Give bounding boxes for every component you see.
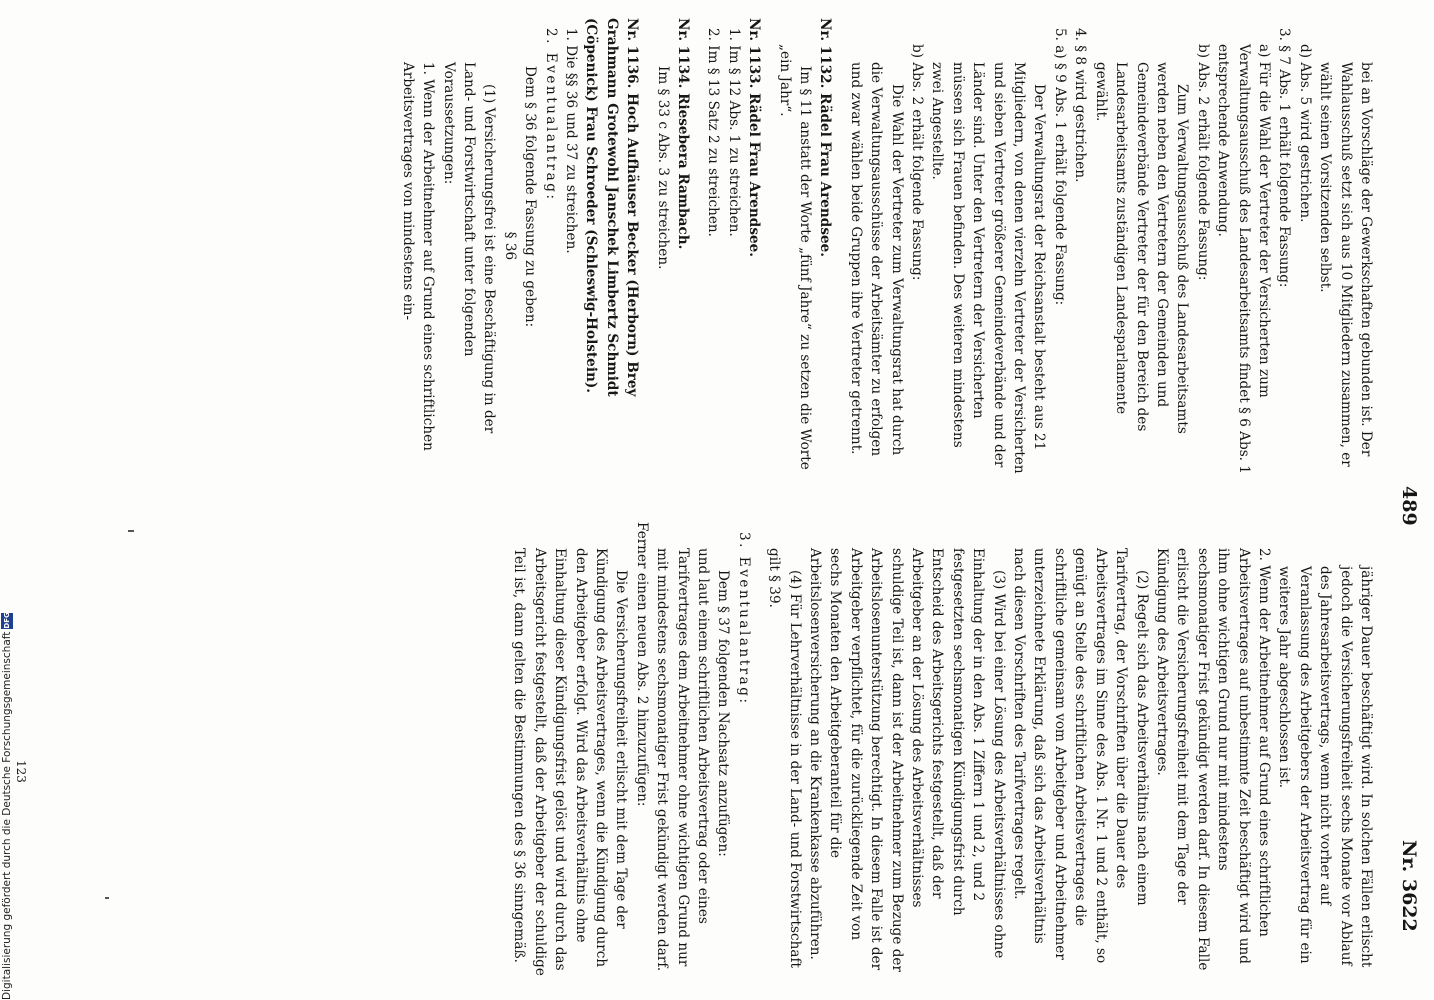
text-paragraph: Die Wahl der Vertreter zum Verwaltungsrat hat durch die Verwaltungsausschüsse der Arbeitsämter zu erfolgen und zwar wählen beide Gruppen ihre Vertreter getrennt. xyxy=(847,62,905,461)
text-paragraph: Ferner einen neuen Abs. 2 hinzuzufügen: xyxy=(633,522,650,807)
credit-text: Digitalisierung gefördert durch die Deutsche Forschungsgemeinschaft xyxy=(1,631,13,1000)
text-paragraph: b) Abs. 2 erhält folgende Fassung: xyxy=(1194,44,1211,281)
text-paragraph: Nr. 1133. Rädel Frau Arendsee. xyxy=(746,18,763,257)
dfg-logo-icon: DFG xyxy=(3,612,11,629)
text-paragraph: b) Abs. 2 erhält folgende Fassung: xyxy=(909,44,926,281)
text-paragraph: 3. § 7 Abs. 1 erhält folgende Fassung: xyxy=(1276,28,1293,288)
page-number: 489 xyxy=(1398,486,1420,526)
text-paragraph: Dem § 36 folgende Fassung zu geben: xyxy=(522,66,539,328)
scan-speck xyxy=(105,897,109,899)
scan-speck xyxy=(128,530,134,532)
sheet-signature: 123 xyxy=(14,760,28,783)
text-paragraph: (3) Wird bei einer Lösung des Arbeitsverhältnisses ohne Einhaltung der in den Abs. 1 Ziffern 1 und 2, und 2 festgesetzten sechsmonatigen Kündigungsfrist durch Entscheid des Arbeitsgerichts festgestellt, daß der Arbeitgeber an der Lösung des Arbeitsverhältnisses schuldige Teil ist, dann ist der Arbeitnehmer zum Bezuge der Arbeitslosenunterstützung berechtigt. In diesem Falle ist der Arbeitgeber verpflichtet, für die zurückliegende Zeit von sechs Monaten den Arbeitgeberanteil für die Arbeitslosenversicherung an die Krankenkasse abzuführen. xyxy=(807,548,1007,977)
text-paragraph: 5. a) § 9 Abs. 1 erhält folgende Fassung: xyxy=(1051,28,1068,306)
text-paragraph: (4) Für Lehrverhältnisse in der Land- und Forstwirtschaft gilt § 39. xyxy=(766,548,803,973)
right-column xyxy=(509,522,1376,981)
text-paragraph: 1. Die §§ 36 und 37 zu streichen. xyxy=(562,28,579,254)
digitization-credit xyxy=(0,613,14,1000)
text-paragraph: Nr. 1132. Rädel Frau Arendsee. xyxy=(817,18,834,257)
text-paragraph: Nr. 1136. Hoch Aufhäuser Becker (Herborn) Brey Grahmann Grotewohl Janschek Limbertz Schmidt (Cöpenick) Frau Schroeder (Schleswig-Holstein). xyxy=(583,18,641,402)
text-paragraph: d) Abs. 5 wird gestrichen. xyxy=(1296,44,1313,223)
text-paragraph: a) Für die Wahl der Vertreter der Versicherten zum Verwaltungsausschuß des Landesarbeitsamts findet § 6 Abs. 1 entsprechende Anwendung. xyxy=(1215,44,1272,479)
text-paragraph: Dem § 37 folgenden Nachsatz anzufügen: xyxy=(715,570,732,857)
text-paragraph: 2. Eventualantrag: xyxy=(542,28,559,202)
text-paragraph: 2. Im § 13 Satz 2 zu streichen. xyxy=(705,28,722,237)
text-paragraph: Im § 11 anstatt der Worte „fünf Jahre“ zu setzen die Worte „ein Jahr“. xyxy=(776,44,814,475)
text-paragraph: bei an Vorschläge der Gewerkschaften gebunden ist. Der Wahlausschuß setzt sich aus 10 Mitgliedern zusammen, er wählt seinen Vorsitzenden selbst. xyxy=(1317,62,1374,472)
text-paragraph: Die Versicherungsfreiheit erlischt mit dem Tage der Kündigung des Arbeitsvertrages, wenn die Kündigung durch den Arbeitgeber erfolgt. Wird das Arbeitsverhältnis ohne Einhaltung dieser Kündigungsfrist gelöst und wird durch das Arbeitsgericht festgestellt, daß der Arbeitgeber der schuldige Teil ist, dann gelten die Bestimmungen des § 36 sinngemäß. xyxy=(511,548,630,981)
text-paragraph: 4. § 8 wird gestrichen. xyxy=(1072,28,1089,183)
text-paragraph: § 36 xyxy=(501,231,518,261)
text-paragraph: 3. Eventualantrag: xyxy=(735,532,752,706)
text-paragraph: Zum Verwaltungsausschuß des Landesarbeitsamts werden neben den Vertretern der Gemeinden und Gemeindeverbände Vertreter der für den Bereich des Landesarbeitsamts zuständigen Landesparlamente gewählt. xyxy=(1092,62,1191,439)
text-paragraph: (2) Regelt sich das Arbeitsverhältnis nach einem Tarifvertrag, der Vorschriften über die Dauer des Arbeitsvertrages im Sinne des Abs. 1 Nr. 1 und 2 enthält, so genügt an Stelle des schriftlichen Arbeitsvertrages die schriftliche gemeinsam vom Arbeitgeber und Arbeitnehmer unterzeichnete Erklärung, daß sich das Arbeitsverhältnis nach diesen Vorschriften des Tarifvertrages regelt. xyxy=(1011,548,1150,968)
document-number: Nr. 3622 xyxy=(1398,840,1420,932)
text-paragraph: (1) Versicherungsfrei ist eine Beschäftigung in der Land- und Forstwirtschaft unter folgenden Voraussetzungen: xyxy=(440,62,498,438)
left-column xyxy=(397,18,1376,479)
text-paragraph: 1. Wenn der Arbeitnehmer auf Grund eines schriftlichen Arbeitsvertrages von mindestens ein- xyxy=(399,62,437,456)
text-paragraph: Der Verwaltungsrat der Reichsanstalt besteht aus 21 Mitgliedern, von denen vierzehn Vertreter der Versicherten und sieben Vertreter größerer Gemeindeverbände und der Länder sind. Unter den Vertretern der Versicherten müssen sich Frauen befinden. Des weiteren mindestens zwei Angestellte. xyxy=(929,62,1048,478)
text-paragraph: 1. Im § 12 Abs. 1 zu streichen. xyxy=(725,28,742,237)
text-paragraph: jähriger Dauer beschäftigt wird. In solchen Fällen erlischt jedoch die Versicherungsfreiheit sechs Monate vor Ablauf des Jahresarbeitsvertrags, wenn nicht vorher auf Veranlassung des Arbeitgebers der Arbeitsvertrag für ein weiteres Jahr abgeschlossen ist. xyxy=(1276,566,1374,972)
text-paragraph: 2. Wenn der Arbeitnehmer auf Grund eines schriftlichen Arbeitsvertrages auf unbestimmte Zeit beschäftigt wird und ihm ohne wichtigen Grund nur mit mindestens sechsmonatiger Frist gekündigt werden darf. In diesem Falle erlischt die Versicherungsfreiheit mit dem Tage der Kündigung des Arbeitsvertrages. xyxy=(1153,548,1272,975)
text-paragraph: und laut einem schriftlichen Arbeitsvertrag oder eines Tarifvertrages dem Arbeitnehmer ohne wichtigen Grund nur mit mindestens sechsmonatiger Frist gekündigt werden darf. xyxy=(654,548,711,972)
text-paragraph: Nr. 1134. Riesebera Rambach. xyxy=(675,18,691,250)
text-paragraph: Im § 33 c Abs. 3 zu streichen. xyxy=(654,66,671,270)
